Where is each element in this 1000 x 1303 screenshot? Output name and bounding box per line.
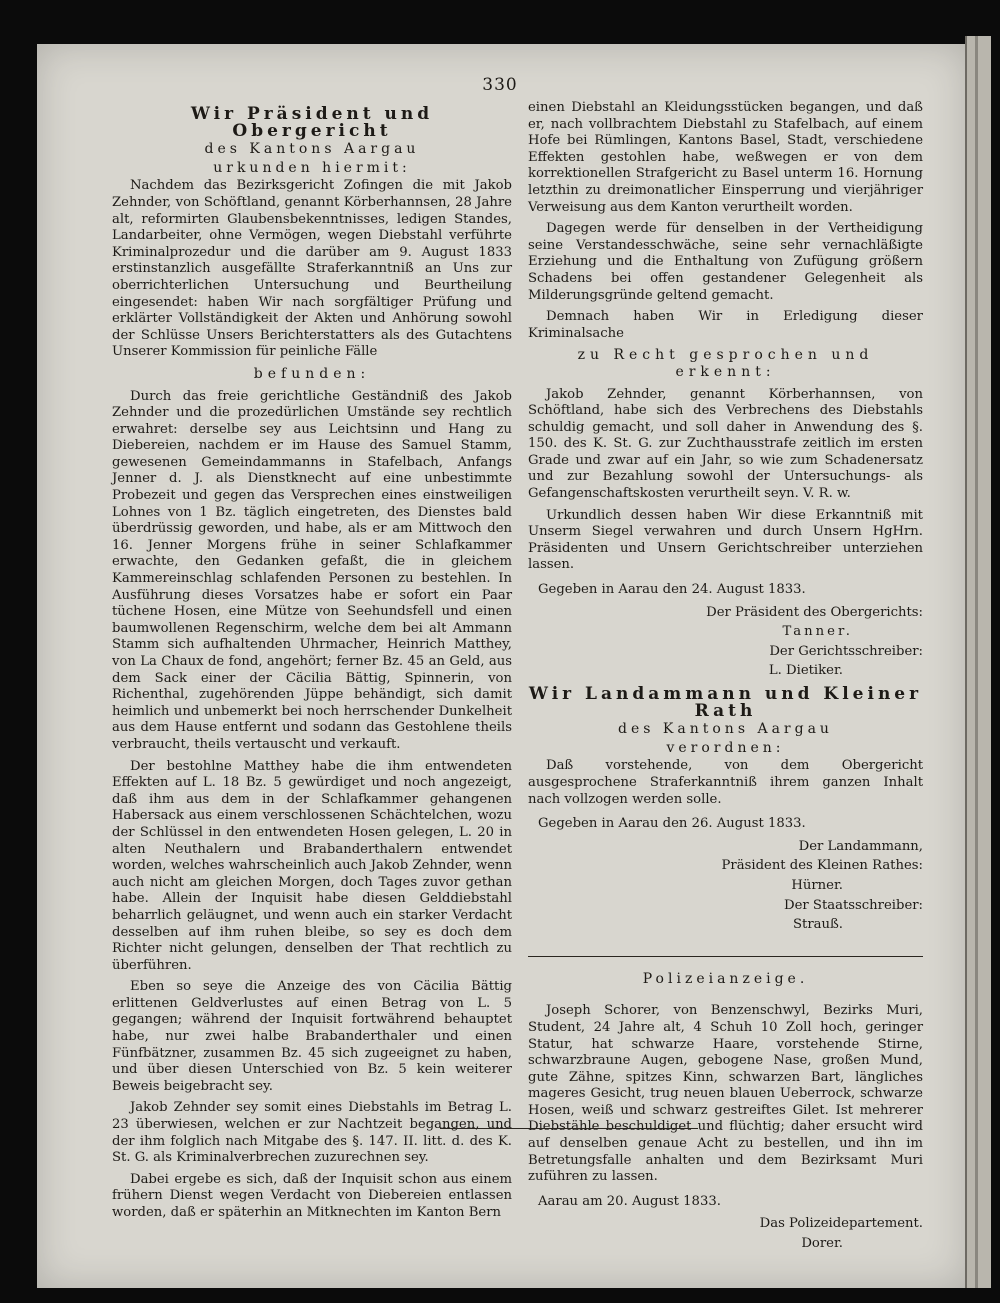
paragraph: Jakob Zehnder, genannt Körberhannsen, von Schöftland, habe sich des Verbrechens des Diebstahls schuldig gemacht, und soll daher in Anwendung des §. 150. des K. St. G. zur Zuchthausstrafe zeitlich im ersten Grade und zwar auf ein Jahr, so wie zum Schadenersatz und zur Bezahlung sowohl der Untersuchungs- als Gefangenschaftskosten verurtheilt seyn. V. R. w. xyxy=(528,386,923,502)
section-heading-recht: zu Recht gesprochen und erkennt: xyxy=(577,347,874,380)
paragraph: Daß vorstehende, von dem Obergericht ausgesprochene Straferkanntniß ihrem ganzen Inhalt nach vollzogen werden solle. xyxy=(528,758,923,807)
end-rule xyxy=(440,1128,698,1129)
section-heading-befunden: befunden: xyxy=(253,365,371,382)
paragraph: Nachdem das Bezirksgericht Zofingen die mit Jakob Zehnder, von Schöftland, genannt Körberhannsen, 28 Jahre alt, reformirten Glaubensbekenntnisses, ledigen Standes, Landarbeiter, ohne Vermögen, wegen Diebstahl verführte Kriminalprozedur und die darüber am 9. August 1833 erstinstanzlich ausgefällte Straferkanntniß an Uns zur oberrichterlichen Untersuchung und Beurtheilung eingesendet: haben Wir nach sorgfältiger Prüfung und erklärter Vollständigkeit der Akten und Anhörung sowohl der Schlüsse Unsers Berichterstatters als des Gutachtens Unserer Kommission für peinliche Fälle xyxy=(112,178,512,360)
left-column xyxy=(112,100,512,1227)
paragraph: Eben so seye die Anzeige des von Cäcilia Bättig erlittenen Geldverlustes auf einen Betrag von L. 5 gegangen; während der Inquisit fortwährend behauptet habe, nur zwei halbe Brabanderthaler und einen Fünfbätzner, zusammen Bz. 45 sich zugeeignet zu haben, und über diesen Unterschied von Bz. 5 kein weiterer Beweis beigebracht sey. xyxy=(112,979,512,1094)
council-canton: des Kantons Aargau xyxy=(618,721,833,738)
signature-title: Der Präsident des Obergerichts: xyxy=(706,604,923,620)
council-intro: verordnen: xyxy=(666,739,785,756)
paragraph: Jakob Zehnder sey somit eines Diebstahls im Betrag L. 23 überwiesen, welchen er zur Nachtzeit begangen, und der ihm folglich nach Mitgabe des §. 147. II. litt. d. des K. St. G. als Kriminalverbrechen zuzurechnen sey. xyxy=(112,1100,512,1166)
right-column xyxy=(528,100,923,1256)
court-title: Wir Präsident und Obergericht xyxy=(190,104,434,141)
section-divider xyxy=(528,956,923,957)
paragraph: Joseph Schorer, von Benzenschwyl, Bezirks Muri, Student, 24 Jahre alt, 4 Schuh 10 Zoll hoch, geringer Statur, hat schwarze Haare, vorstehende Stirne, schwarzbraune Augen, gebogene Nase, großen Mund, gute Zähne, spitzes Kinn, schwarzen Bart, längliches mageres Gesicht, trug neuen blauen Ueberrock, schwarze Hosen, weiß und schwarz gestreiftes Gilet. Ist mehrerer Diebstähle beschuldiget und flüchtig; daher ersucht wird auf denselben genaue Acht zu bestellen, und ihn im Betretungsfalle anhalten und dem Bezirksamt Muri zuführen zu lassen. xyxy=(528,1003,923,1185)
signature-title: Der Landammann, xyxy=(798,838,923,854)
signature-title: Präsident des Kleinen Rathes: xyxy=(721,858,923,874)
date-line: Gegeben in Aarau den 24. August 1833. xyxy=(538,582,806,598)
signature-name: L. Dietiker. xyxy=(768,663,843,679)
signature-name: Strauß. xyxy=(793,917,843,933)
paragraph: Durch das freie gerichtliche Geständniß des Jakob Zehnder und die prozedürlichen Umstände sey rechtlich erwahret: derselbe sey aus Leichtsinn und Hang zu Diebereien, nachdem er im Hause des Samuel Stamm, gewesenen Gemeindammanns in Stafelbach, Anfangs Jenner d. J. als Dienstknecht auf eine unbestimmte Probezeit und gegen das Versprechen eines einstweiligen Lohnes von 1 Bz. täglich eingetreten, des Dienstes bald überdrüssig geworden, und habe, als er am Mittwoch den 16. Jenner Morgens frühe in seiner Schlafkammer erwachte, den Gedanken gefaßt, die in gleichem Kammereinschlag schlafenden Personen zu bestehlen. In Ausführung dieses Vorsatzes habe er sofort ein Paar tüchene Hosen, eine Mütze von Seehundsfell und einen baumwollenen Regenschirm, welche dem bei alt Ammann Stamm sich aufhaltenden Uhrmacher, Heinrich Matthey, von La Chaux de fond, angehört; ferner Bz. 45 an Geld, aus dem Sack einer der Cäcilia Bättig, Spinnerin, von Richenthal, zugehörenden Jüppe behändigt, sich damit heimlich und unbemerkt bei noch herrschender Dunkelheit aus dem Hause entfernt und sodann das Gestohlene theils verbraucht, theils vertauscht und verkauft. xyxy=(112,388,512,752)
date-line: Gegeben in Aarau den 26. August 1833. xyxy=(538,816,806,832)
police-notice-heading: Polizeianzeige. xyxy=(642,970,809,987)
page-edge-line xyxy=(975,36,978,1288)
signature-title: Das Polizeidepartement. xyxy=(759,1216,923,1232)
paragraph: Dabei ergebe es sich, daß der Inquisit schon aus einem frühern Dienst wegen Verdacht von Diebereien entlassen worden, daß er späterhin an Mitknechten im Kanton Bern xyxy=(112,1171,512,1220)
paragraph: einen Diebstahl an Kleidungsstücken begangen, und daß er, nach vollbrachtem Diebstahl zu Stafelbach, auf einem Hofe bei Rümlingen, Kantons Basel, Stadt, verschiedene Effekten gestohlen habe, weßwegen er von dem korrektionellen Strafgericht zu Basel unterm 16. Hornung letzthin zu dreimonatlicher Einsperrung und vierjähriger Verweisung aus dem Kanton verurtheilt worden. xyxy=(528,100,923,215)
signature-title: Der Gerichtsschreiber: xyxy=(769,643,923,659)
court-canton: des Kantons Aargau xyxy=(204,141,420,158)
page-number: 330 xyxy=(482,75,518,95)
council-title: Wir Landammann und Kleiner Rath xyxy=(528,684,923,721)
signature-name: Tanner. xyxy=(782,624,853,640)
paragraph: Urkundlich dessen haben Wir diese Erkanntniß mit Unserm Siegel verwahren und durch Unsern HgHrn. Präsidenten und Unsern Gerichtschreiber unterziehen lassen. xyxy=(528,507,923,573)
signature-name: Dorer. xyxy=(801,1236,843,1252)
page-edge xyxy=(965,36,991,1288)
paragraph: Dagegen werde für denselben in der Vertheidigung seine Verstandesschwäche, seine sehr vernachläßigte Erziehung und die Enthaltung von Zufügung größern Schadens bei offen gestandener Gelegenheit als Milderungsgründe geltend gemacht. xyxy=(528,221,923,303)
signature-name: Hürner. xyxy=(791,877,843,893)
paragraph: Demnach haben Wir in Erledigung dieser Kriminalsache xyxy=(528,309,923,341)
paragraph: Der bestohlne Matthey habe die ihm entwendeten Effekten auf L. 18 Bz. 5 gewürdiget und noch angezeigt, daß ihm aus dem in der Schlafkammer gehangenen Habersack aus einem verschlossenen Schächtelchen, wozu der Schlüssel in den entwendeten Hosen gelegen, L. 20 in alten Neuthalern und Brabanderthalern entwendet worden, welches wahrscheinlich auch Jakob Zehnder, wenn auch nicht am gleichen Morgen, doch Tages zuvor gethan habe. Allein der Inquisit habe diesen Gelddiebstahl beharrlich geläugnet, und wenn auch ein starker Verdacht desselben auf ihm ruhen bleibe, so sey es doch dem Richter nicht gelungen, denselben der That rechtlich zu überführen. xyxy=(112,758,512,973)
signature-title: Der Staatsschreiber: xyxy=(784,897,923,913)
date-line: Aarau am 20. August 1833. xyxy=(538,1193,721,1209)
court-intro: urkunden hiermit: xyxy=(213,159,411,176)
